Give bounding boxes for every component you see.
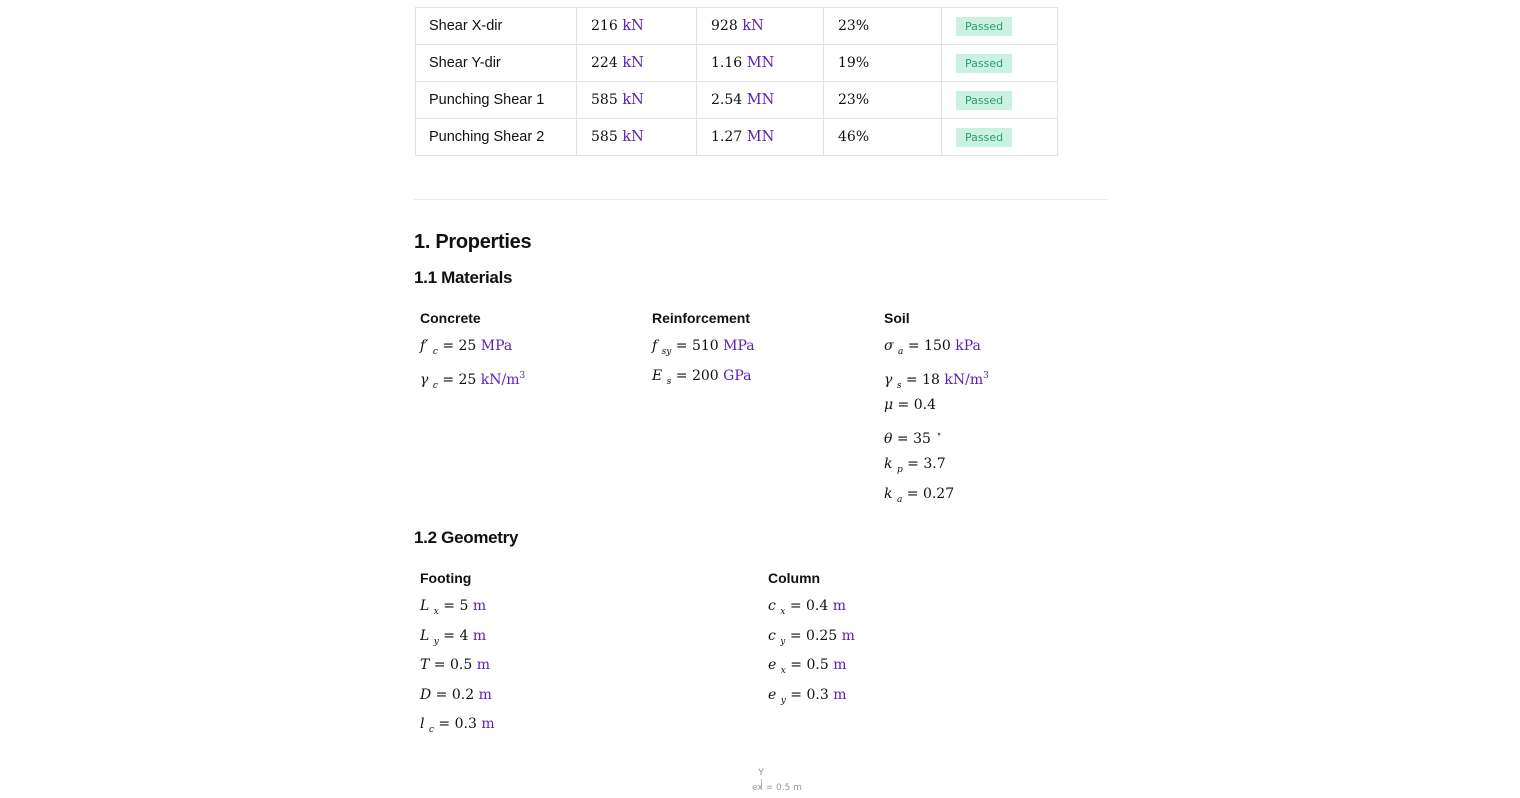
property-unit: kN/m: [944, 371, 984, 388]
property-symbol: D: [420, 686, 432, 703]
property-subscript: s: [896, 380, 902, 391]
check-name-cell: [416, 8, 577, 45]
equals-sign: =: [785, 657, 807, 673]
property-item: [884, 394, 989, 424]
capacity-value: 2.54: [711, 92, 743, 108]
property-subscript: y: [433, 636, 439, 647]
capacity-value: 1.16: [711, 55, 743, 71]
equals-sign: =: [902, 456, 924, 472]
property-symbol: μ: [884, 397, 894, 413]
equals-sign: =: [901, 371, 923, 388]
equals-sign: =: [671, 338, 692, 354]
demand-cell: [577, 8, 697, 45]
equals-sign: =: [892, 430, 914, 447]
property-item: [420, 654, 495, 684]
property-subscript: s: [666, 376, 672, 387]
capacity-unit: MN: [746, 92, 775, 108]
property-symbol: L: [420, 598, 430, 614]
property-value: 200: [691, 367, 719, 384]
equals-sign: =: [438, 627, 460, 644]
table-row: [416, 45, 1058, 82]
property-item: [652, 335, 755, 365]
property-item: [884, 483, 989, 513]
table-row: [416, 119, 1058, 156]
utilisation-ratio: 46%: [838, 129, 870, 145]
property-unit: MPa: [480, 338, 513, 354]
property-item: [768, 684, 855, 714]
property-unit: m: [481, 716, 495, 732]
equals-sign: =: [785, 598, 807, 614]
property-value: 0.4: [913, 397, 937, 413]
property-subscript: x: [780, 607, 786, 617]
equals-sign: =: [431, 686, 452, 703]
property-symbol: T: [420, 657, 430, 673]
demand-unit: kN: [622, 18, 644, 34]
demand-cell: [577, 82, 697, 119]
property-unit: m: [478, 686, 492, 703]
property-unit: m: [472, 627, 487, 644]
column-heading: Column: [768, 570, 821, 586]
capacity-value: 928: [711, 18, 738, 34]
property-value: 150: [924, 338, 951, 354]
equals-sign: =: [785, 686, 807, 703]
demand-cell: [577, 45, 697, 82]
property-symbol: θ: [884, 430, 893, 447]
check-name-cell: [416, 45, 577, 82]
check-name-cell: [416, 82, 577, 119]
status-cell: [942, 8, 1058, 45]
property-subscript: y: [780, 695, 786, 706]
demand-unit: kN: [622, 129, 644, 145]
property-symbol: E: [652, 367, 663, 384]
check-name-cell: [416, 119, 577, 156]
property-value: 5: [459, 598, 469, 614]
property-symbol: σ: [884, 338, 894, 354]
property-symbol: c: [768, 627, 776, 644]
status-cell: [942, 119, 1058, 156]
property-value: 3.7: [923, 456, 946, 472]
property-symbol: L: [420, 627, 430, 644]
status-badge: Passed: [956, 91, 1012, 110]
demand-value: 224: [591, 55, 618, 71]
property-subscript: x: [780, 666, 786, 676]
materials-title: 1.1 Materials: [414, 268, 513, 287]
reinforcement-heading: Reinforcement: [652, 310, 751, 326]
capacity-unit: kN: [742, 18, 764, 34]
capacity-cell: [697, 119, 824, 156]
property-subscript: a: [898, 347, 904, 357]
ratio-cell: [824, 8, 942, 45]
property-value: 0.5: [806, 657, 829, 673]
property-subscript: sy: [661, 347, 672, 357]
property-symbol: l: [420, 716, 425, 732]
status-badge: Passed: [956, 128, 1012, 147]
property-value: 0.3: [454, 716, 477, 732]
property-item: [420, 625, 495, 655]
ratio-cell: [824, 82, 942, 119]
utilisation-ratio: 23%: [838, 92, 870, 108]
property-item: [884, 365, 989, 395]
check-name: Shear Y-dir: [429, 55, 501, 71]
degree-symbol: ∘: [936, 429, 942, 440]
property-subscript: p: [896, 465, 903, 475]
equals-sign: =: [785, 627, 807, 644]
property-subscript: a: [896, 494, 903, 505]
property-value: 0.5: [449, 657, 473, 673]
property-value: 18: [922, 371, 940, 388]
status-badge: Passed: [956, 54, 1012, 73]
property-item: [768, 625, 855, 655]
property-value: 0.4: [806, 598, 829, 614]
check-name: Punching Shear 2: [429, 129, 545, 145]
capacity-cell: [697, 8, 824, 45]
capacity-unit: MN: [746, 129, 775, 145]
property-subscript: c: [432, 380, 438, 391]
property-item: [768, 595, 855, 625]
property-subscript: c: [428, 725, 434, 735]
property-unit: m: [833, 657, 847, 673]
demand-unit: kN: [622, 55, 644, 71]
column-group: [768, 569, 855, 713]
property-symbol: e: [768, 657, 777, 673]
check-name: Shear X-dir: [429, 18, 503, 34]
reinforcement-group: [652, 309, 755, 394]
footing-group: [420, 569, 495, 743]
capacity-cell: [697, 82, 824, 119]
ratio-cell: [824, 119, 942, 156]
capacity-value: 1.27: [711, 129, 743, 145]
utilisation-ratio: 23%: [838, 18, 870, 34]
property-value: 25: [458, 338, 477, 354]
status-badge: Passed: [956, 17, 1012, 36]
property-item: [420, 365, 525, 395]
property-item: [884, 335, 989, 365]
status-cell: [942, 82, 1058, 119]
property-unit: m: [832, 598, 847, 614]
equals-sign: =: [438, 598, 460, 614]
utilisation-ratio: 19%: [838, 55, 870, 71]
section-title: 1. Properties: [414, 231, 532, 253]
equals-sign: =: [433, 716, 455, 732]
soil-heading: Soil: [884, 310, 910, 326]
section-divider: [414, 199, 1108, 200]
table-row: [416, 82, 1058, 119]
ratio-cell: [824, 45, 942, 82]
property-value: 0.3: [806, 686, 829, 703]
property-unit: m: [833, 686, 847, 703]
property-symbol: f′: [420, 338, 429, 354]
equals-sign: =: [671, 367, 692, 384]
property-symbol: f: [652, 338, 658, 354]
table-row: [416, 8, 1058, 45]
property-item: [884, 424, 989, 454]
property-item: [420, 713, 495, 743]
property-subscript: y: [780, 636, 786, 647]
demand-cell: [577, 119, 697, 156]
property-symbol: k: [884, 485, 893, 502]
property-symbol: γ: [420, 371, 429, 388]
property-item: [884, 453, 989, 483]
property-item: [420, 335, 525, 365]
property-symbol: e: [768, 686, 777, 703]
property-value: 25: [458, 371, 477, 388]
property-unit: kPa: [955, 338, 981, 354]
property-unit: kN/m: [480, 371, 520, 388]
property-item: [420, 595, 495, 625]
soil-group: [884, 309, 989, 512]
property-item: [652, 365, 755, 395]
property-subscript: c: [432, 347, 438, 357]
property-unit: MPa: [723, 338, 755, 354]
demand-value: 585: [591, 92, 618, 108]
property-unit: m: [841, 627, 855, 644]
property-value: 4: [459, 627, 469, 644]
equals-sign: =: [902, 485, 923, 502]
unit-exponent: 3: [519, 370, 526, 381]
diagram-eccentricity-label: ex = 0.5 m: [752, 783, 802, 793]
geometry-title: 1.2 Geometry: [414, 528, 519, 547]
equals-sign: =: [437, 371, 459, 388]
capacity-unit: MN: [746, 55, 775, 71]
property-value: 35: [913, 430, 931, 447]
property-item: [420, 684, 495, 714]
footing-heading: Footing: [420, 570, 472, 586]
property-symbol: c: [768, 598, 776, 614]
check-name: Punching Shear 1: [429, 92, 545, 108]
property-unit: m: [472, 598, 487, 614]
property-symbol: γ: [884, 371, 893, 388]
property-symbol: k: [884, 456, 893, 472]
property-value: 0.2: [451, 686, 475, 703]
demand-value: 216: [591, 18, 618, 34]
status-cell: [942, 45, 1058, 82]
demand-value: 585: [591, 129, 618, 145]
property-unit: m: [476, 657, 490, 673]
unit-exponent: 3: [983, 370, 989, 381]
property-item: [768, 654, 855, 684]
equals-sign: =: [903, 338, 925, 354]
property-unit: GPa: [723, 367, 752, 384]
property-value: 510: [691, 338, 719, 354]
concrete-heading: Concrete: [420, 310, 481, 326]
equals-sign: =: [893, 397, 914, 413]
property-subscript: x: [433, 607, 439, 617]
concrete-group: [420, 309, 525, 394]
property-value: 0.27: [922, 485, 955, 502]
capacity-cell: [697, 45, 824, 82]
equals-sign: =: [437, 338, 459, 354]
design-checks-table: [415, 7, 1058, 156]
property-value: 0.25: [806, 627, 838, 644]
diagram-y-axis-label: Y: [758, 767, 765, 777]
equals-sign: =: [429, 657, 450, 673]
demand-unit: kN: [622, 92, 644, 108]
